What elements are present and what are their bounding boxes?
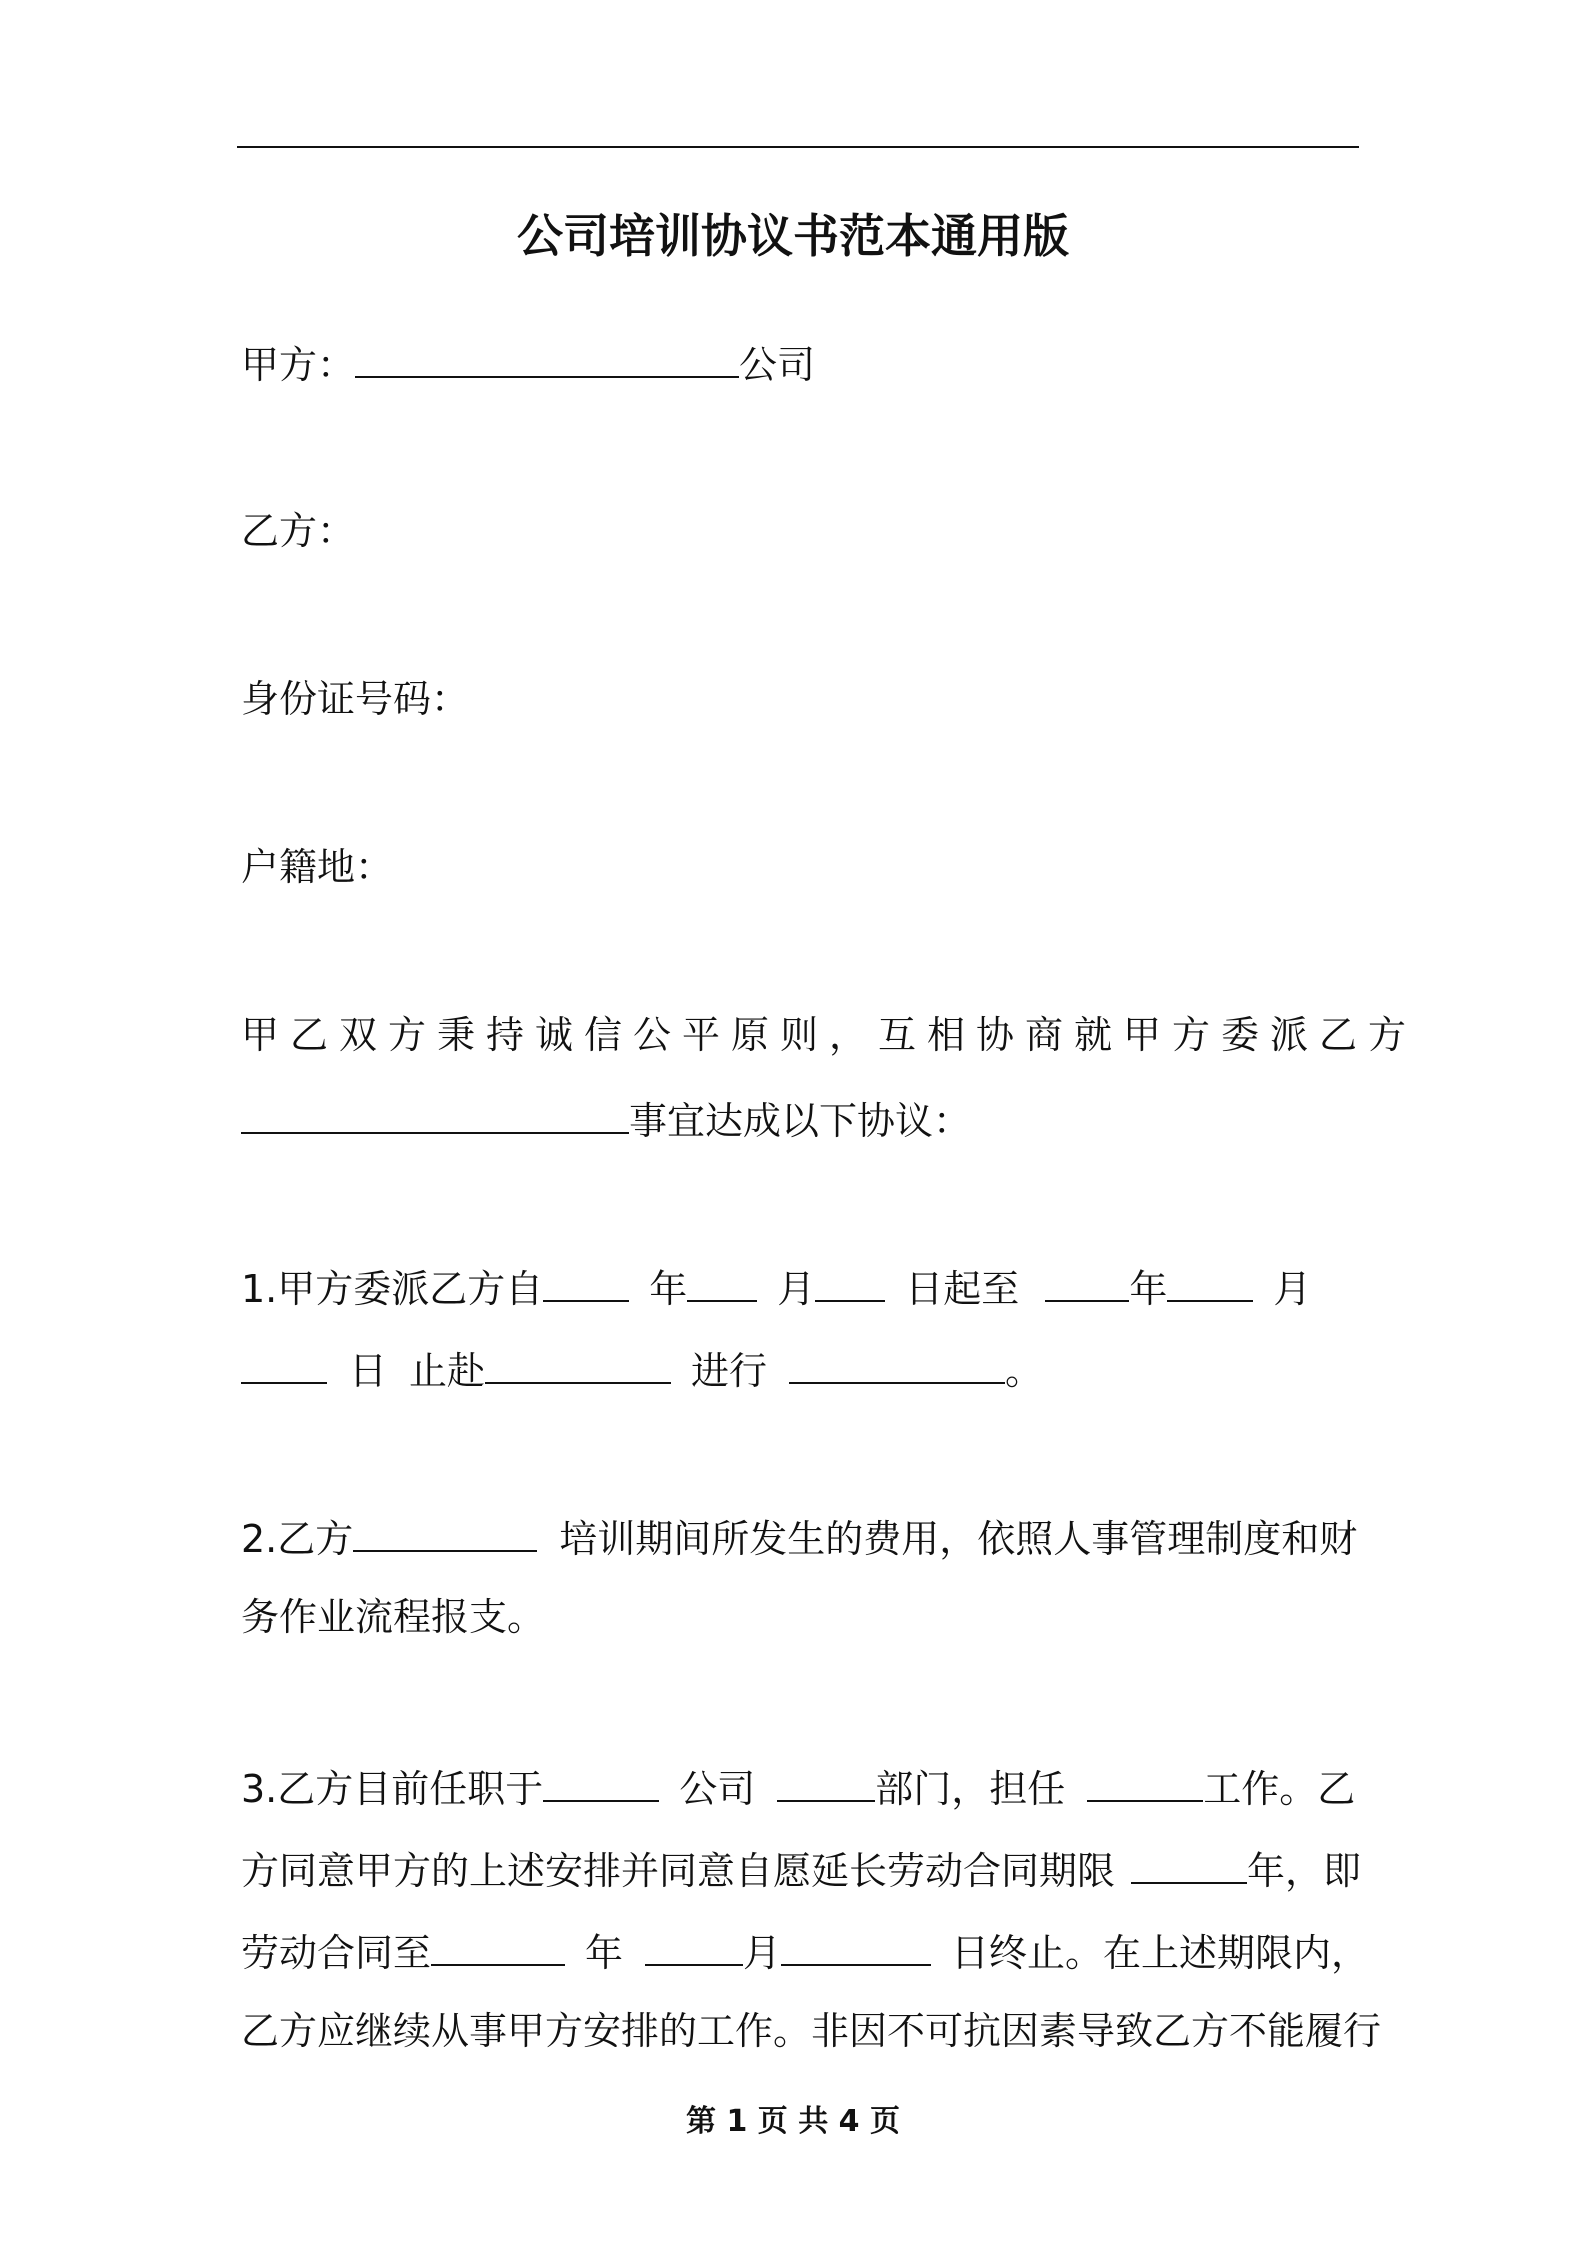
clause-1-year: 年 [649,1267,688,1311]
clause-1-blank-month [687,1266,757,1302]
party-b-line [241,509,356,553]
id-number-label: 身份证号码： [241,677,470,721]
document-title: 公司培训协议书范本通用版 [517,209,1069,263]
clause-3-line-2-b: 年，即 [1247,1849,1362,1893]
clause-1-conduct: 进行 [691,1349,768,1393]
intro-blank [241,1098,629,1134]
clause-3-line-3-a: 劳动合同至 [241,1931,432,1975]
clause-3-line-3-end: 日终止。在上述期限内， [951,1931,1370,1975]
clause-3-blank-org [543,1766,659,1802]
party-a-label: 甲方： [241,343,356,387]
party-a-line [241,342,816,387]
page-footer: 第 1 页 共 4 页 [686,2104,900,2139]
party-a-suffix: 公司 [739,343,816,387]
clause-1-blank-day2 [241,1348,327,1384]
clause-2-prefix: 2.乙方 [241,1517,354,1561]
clause-1-month2: 月 [1273,1267,1312,1311]
clause-3-blank-years [1131,1848,1247,1884]
clause-1-month: 月 [777,1267,816,1311]
clause-2-line-1 [241,1516,1358,1561]
intro-line-1 [241,1013,1418,1057]
intro-text-2: 事宜达成以下协议： [629,1099,972,1143]
party-a-blank [355,342,739,378]
clause-2-line-1-text: 培训期间所发生的费用，依照人事管理制度和财 [559,1517,1358,1561]
clause-2-line-2 [241,1595,546,1639]
clause-1-line-2 [241,1348,1044,1393]
header-rule [237,146,1359,148]
party-b-label: 乙方： [241,509,356,553]
clause-3-company: 公司 [679,1767,756,1811]
clause-3-line-3-month: 月 [743,1931,782,1975]
clause-1-blank-year2 [1045,1266,1129,1302]
clause-3-blank-end-day [781,1930,931,1966]
clause-3-line-4-text: 乙方应继续从事甲方安排的工作。非因不可抗因素导致乙方不能履行 [241,2009,1382,2053]
id-number-line [241,677,470,721]
clause-3-line-4 [241,2009,1382,2053]
clause-3-line-1 [241,1766,1356,1811]
clause-1-blank-place [485,1348,671,1384]
hukou-line [241,845,394,889]
clause-1-line-1 [241,1266,1312,1311]
clause-1-day-from: 日起至 [905,1267,1020,1311]
clause-1-go-to: 止赴 [409,1349,486,1393]
clause-1-blank-item [789,1348,1005,1384]
clause-3-line-3-year: 年 [585,1931,624,1975]
clause-1-end: 。 [1005,1349,1044,1393]
clause-3-blank-post [1087,1766,1203,1802]
clause-1-blank-year [543,1266,629,1302]
clause-1-year2: 年 [1129,1267,1168,1311]
clause-3-prefix: 3.乙方目前任职于 [241,1767,544,1811]
hukou-label: 户籍地： [241,845,394,889]
clause-2-blank [353,1516,537,1552]
clause-3-blank-dept [777,1766,875,1802]
clause-1-day2: 日 [349,1349,388,1393]
clause-3-line-3 [241,1930,1370,1975]
clause-3-line-2 [241,1848,1362,1893]
clause-1-blank-month2 [1167,1266,1253,1302]
clause-3-blank-end-year [431,1930,565,1966]
clause-1-blank-day [815,1266,885,1302]
clause-1-prefix: 1.甲方委派乙方自 [241,1267,544,1311]
clause-2-line-2-text: 务作业流程报支。 [241,1595,546,1639]
clause-3-blank-end-month [645,1930,743,1966]
clause-3-dept: 部门，担任 [875,1767,1066,1811]
intro-text-1: 甲乙双方秉持诚信公平原则，互相协商就甲方委派乙方 [241,1013,1418,1057]
clause-3-work: 工作。乙 [1203,1767,1356,1811]
clause-3-line-2-a: 方同意甲方的上述安排并同意自愿延长劳动合同期限 [241,1849,1116,1893]
intro-line-2 [241,1098,972,1143]
